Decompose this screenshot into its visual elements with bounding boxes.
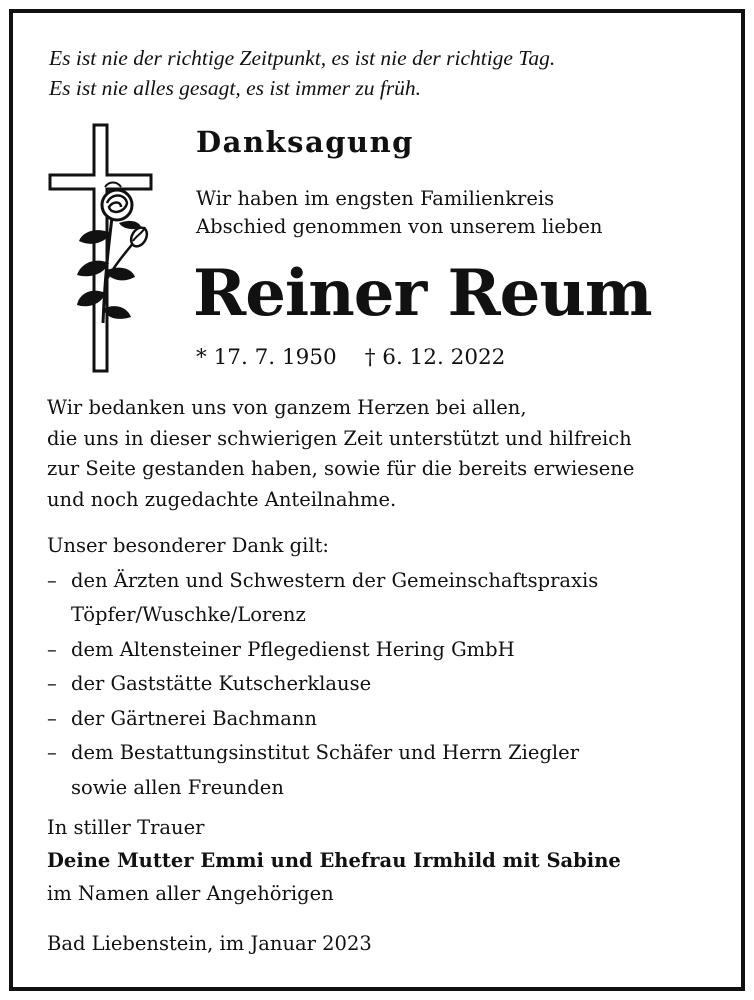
intro-text: [196, 185, 602, 241]
motto-line-1: Es ist nie der richtige Zeitpunkt, es ist nie der richtige Tag.: [49, 46, 556, 70]
list-item: [47, 564, 598, 599]
heading-danksagung: Danksagung: [196, 125, 414, 159]
thanks-line: die uns in dieser schwierigen Zeit unterstützt und hilfreich: [47, 426, 632, 450]
list-item: [47, 633, 598, 668]
list-item-text: dem Altensteiner Pflegedienst Hering GmbH: [71, 637, 515, 661]
obituary-notice: [9, 9, 745, 991]
list-item-continuation: sowie allen Freunden: [71, 775, 284, 799]
thanks-line: Wir bedanken uns von ganzem Herzen bei allen,: [47, 396, 527, 419]
signature-line-1: In stiller Trauer: [47, 816, 205, 839]
dash-marker: –: [47, 637, 57, 661]
list-item: [47, 667, 598, 702]
signature-names: Deine Mutter Emmi und Ehefrau Irmhild mit Sabine: [47, 849, 621, 872]
motto-line-2: Es ist nie alles gesagt, es ist immer zu früh.: [49, 76, 422, 100]
cross-with-roses-icon: [47, 123, 157, 373]
death-date: † 6. 12. 2022: [364, 345, 506, 370]
dash-marker: –: [47, 706, 57, 730]
list-item-text: den Ärzten und Schwestern der Gemeinschaftspraxis: [71, 568, 599, 592]
thanks-paragraph: [47, 393, 634, 515]
list-item-text: dem Bestattungsinstitut Schäfer und Herrn Ziegler: [71, 741, 580, 764]
dash-marker: –: [47, 741, 57, 764]
thanks-line: und noch zugedachte Anteilnahme.: [47, 487, 397, 511]
list-item-text: der Gärtnerei Bachmann: [71, 706, 317, 730]
list-item-continuation: Töpfer/Wuschke/Lorenz: [71, 603, 306, 626]
intro-line-2: Abschied genommen von unserem lieben: [196, 215, 603, 238]
special-thanks-list: [47, 529, 598, 805]
dash-marker: –: [47, 568, 57, 592]
list-item: [47, 702, 598, 737]
signature-line-3: im Namen aller Angehörigen: [47, 882, 334, 905]
deceased-name: Reiner Reum: [193, 256, 652, 331]
dash-marker: –: [47, 672, 57, 695]
special-thanks-intro: Unser besonderer Dank gilt:: [47, 534, 329, 557]
list-item-text: der Gaststätte Kutscherklause: [71, 672, 372, 695]
intro-line-1: Wir haben im engsten Familienkreis: [196, 187, 555, 210]
motto: [49, 43, 729, 103]
signature-block: [47, 811, 621, 910]
life-dates: [196, 343, 505, 373]
list-item: [47, 736, 598, 771]
place-and-date: Bad Liebenstein, im Januar 2023: [47, 932, 372, 955]
thanks-line: zur Seite gestanden haben, sowie für die bereits erwiesene: [47, 457, 635, 480]
birth-date: * 17. 7. 1950: [196, 345, 337, 370]
